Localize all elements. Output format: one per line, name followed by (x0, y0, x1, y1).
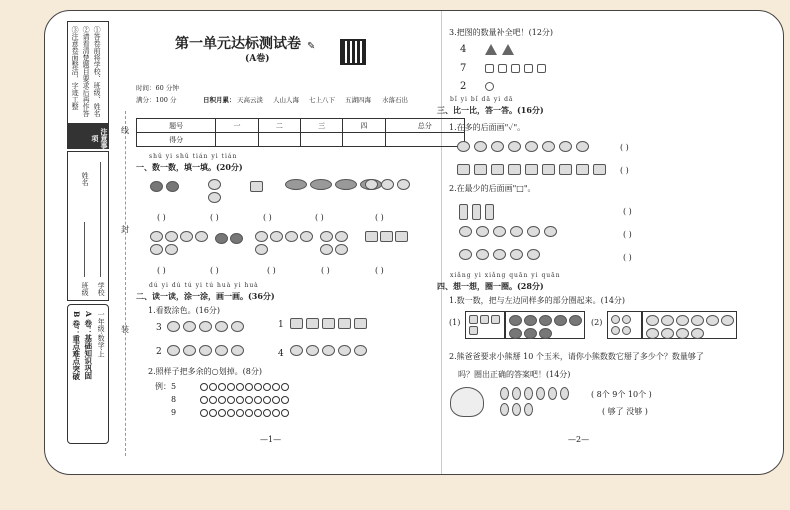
plane-icons (255, 231, 315, 255)
q2-row-example: 例：5 (155, 382, 177, 391)
score-value-row (137, 133, 465, 147)
circle-mark[interactable] (281, 396, 289, 404)
score-cell: 总分 (385, 119, 464, 133)
key-icon (250, 181, 263, 192)
idioms-label: 日积月累： (203, 96, 236, 104)
circle-mark[interactable] (209, 396, 217, 404)
circle-mark[interactable] (254, 396, 262, 404)
q1-num-3: 3 (156, 323, 162, 333)
q1-num-4: 4 (278, 349, 284, 359)
score-cell: 题号 (137, 119, 216, 133)
q3-title: 3.把图的数量补全吧！(12分) (449, 28, 554, 37)
q2-title: 2.照样子把多余的○划掉。(8分) (148, 367, 262, 376)
circle-mark[interactable] (245, 409, 253, 417)
s4-q1-a-sample-box (465, 311, 505, 339)
score-cell: 得分 (137, 133, 216, 147)
answer-blank[interactable]: ( ) (210, 266, 219, 275)
acorn-icons[interactable] (290, 345, 367, 356)
answer-blank[interactable]: ( ) (623, 207, 632, 216)
fold-mark-3: 装 (121, 325, 129, 334)
q2-row-8: 8 (171, 395, 177, 404)
name-label: 姓名 (81, 172, 90, 186)
icecream-icons (459, 204, 494, 220)
q3-num-4: 4 (460, 44, 467, 55)
cake-icons-row2 (457, 164, 606, 175)
fish-icons (646, 315, 736, 339)
page-fold (441, 11, 442, 474)
cake-icons (365, 231, 413, 242)
s4-q1-b-choice-box[interactable] (642, 311, 737, 339)
idiom-2: 人山人海 (273, 96, 299, 104)
circle-mark[interactable] (218, 396, 226, 404)
q1-num-2: 2 (156, 347, 162, 357)
qr-code-icon (340, 39, 366, 65)
circle-mark[interactable] (281, 409, 289, 417)
idiom-1: 天高云淡 (237, 96, 263, 104)
score-cell: 四 (343, 119, 385, 133)
section2-title: 二、读一读，涂一涂，画一画。(36分) (136, 291, 275, 301)
student-info-box (67, 151, 109, 301)
score-cell: 三 (300, 119, 342, 133)
s3-q2: 2.在最少的后面画"□"。 (449, 184, 536, 193)
turtle-icons[interactable] (167, 321, 244, 332)
flower-icons (150, 231, 208, 255)
a-volume-label: A 卷：基础知识巩固 (83, 311, 93, 380)
q2-row-9: 9 (171, 408, 177, 417)
circle-mark[interactable] (209, 409, 217, 417)
class-label: 班级 (81, 282, 90, 296)
square-icons[interactable] (485, 64, 546, 73)
circle-mark[interactable] (245, 396, 253, 404)
q3-num-7: 7 (460, 63, 467, 74)
page-number-1: —1— (260, 435, 282, 444)
note-2: ②请看清楚题目要求后再作答 (82, 26, 91, 117)
grade-label: 一年级·数学·上 (97, 311, 106, 358)
s3-q1: 1.在多的后面画"✓"。 (449, 123, 526, 132)
clover-icons (509, 315, 583, 339)
b-volume-label: B 卷：重点难点突破 (71, 311, 81, 380)
circle-mark[interactable] (200, 409, 208, 417)
q1-title: 1.看数涂色。(16分) (148, 306, 221, 315)
notes-label: 注意事项 (67, 123, 109, 149)
corn-icons (500, 387, 570, 416)
drum-sample-icons (611, 315, 641, 335)
circle-mark[interactable] (200, 383, 208, 391)
circle-mark[interactable] (263, 383, 271, 391)
circle-mark[interactable] (272, 409, 280, 417)
answer-blank[interactable]: ( ) (321, 266, 330, 275)
section4-pinyin: xiǎng yi xiǎng quān yi quān (450, 272, 561, 279)
class-line (84, 222, 85, 277)
answer-blank[interactable]: ( ) (315, 213, 324, 222)
full-score-info: 满分：100 分 (136, 96, 177, 104)
idiom-4: 五湖四海 (345, 96, 371, 104)
answer-blank[interactable]: ( ) (157, 213, 166, 222)
notes-box (67, 21, 109, 138)
answer-blank[interactable]: ( ) (620, 166, 629, 175)
answer-blank[interactable]: ( ) (263, 213, 272, 222)
mushroom-icons (459, 249, 540, 260)
page-subtitle: (A卷) (245, 54, 270, 64)
circle-mark[interactable] (209, 383, 217, 391)
circle-icon[interactable] (485, 82, 494, 91)
circle-mark[interactable] (281, 383, 289, 391)
section4-title: 四、想一想，圈一圈。(28分) (437, 281, 544, 291)
circle-row-9[interactable] (200, 409, 289, 417)
hat-icons[interactable] (167, 345, 244, 356)
idiom-3: 七上八下 (309, 96, 335, 104)
circle-mark[interactable] (254, 383, 262, 391)
circle-mark[interactable] (227, 383, 235, 391)
s4-q1-a-choice-box[interactable] (505, 311, 585, 339)
score-cell: 一 (216, 119, 258, 133)
score-input-cell[interactable] (258, 133, 300, 147)
score-input-cell[interactable] (216, 133, 258, 147)
school-label: 学校 (97, 282, 106, 296)
score-header-row (137, 119, 465, 133)
circle-mark[interactable] (227, 409, 235, 417)
score-input-cell[interactable] (343, 133, 385, 147)
circle-mark[interactable] (272, 383, 280, 391)
s4-q1: 1.数一数，把与左边同样多的部分圈起来。(14分) (449, 296, 626, 305)
circle-mark[interactable] (236, 383, 244, 391)
circle-mark[interactable] (263, 409, 271, 417)
s4-options-enough[interactable]: ( 够了 没够 ) (602, 407, 648, 416)
bug-icons (215, 233, 255, 244)
grade-box (67, 304, 109, 444)
bird-icons (469, 315, 503, 335)
answer-blank[interactable]: ( ) (375, 266, 384, 275)
idiom-5: 水落石出 (382, 96, 408, 104)
section3-pinyin: bǐ yi bǐ dā yi dā (450, 96, 514, 103)
triangle-icons[interactable] (485, 44, 514, 55)
page-title: 第一单元达标测试卷 (175, 36, 301, 52)
answer-blank[interactable]: ( ) (623, 230, 632, 239)
circle-mark[interactable] (218, 383, 226, 391)
score-table (136, 118, 465, 147)
answer-blank[interactable]: ( ) (210, 213, 219, 222)
school-line (100, 162, 101, 277)
circle-row-example[interactable] (200, 383, 289, 391)
circle-row-8[interactable] (200, 396, 289, 404)
section1-title: 一、数一数，填一填。(20分) (136, 162, 243, 172)
time-info: 时间：60 分钟 (136, 84, 179, 92)
s4-options-count[interactable]: ( 8个 9个 10个 ) (591, 390, 652, 399)
circle-mark[interactable] (218, 409, 226, 417)
answer-blank[interactable]: ( ) (267, 266, 276, 275)
page-number-2: —2— (568, 435, 590, 444)
s4-q2-line1: 2.熊爸爸要求小熊掰 10 个玉米，请你小熊数数它掰了多少个？数量够了 (449, 352, 704, 361)
bear-icon (450, 387, 484, 417)
circle-mark[interactable] (227, 396, 235, 404)
circle-mark[interactable] (254, 409, 262, 417)
answer-blank[interactable]: ( ) (157, 266, 166, 275)
circle-mark[interactable] (245, 383, 253, 391)
s4-q1-b-label: (2) (591, 318, 603, 327)
score-cell: 二 (258, 119, 300, 133)
circle-mark[interactable] (263, 396, 271, 404)
ball-icons (320, 231, 360, 255)
yarn-icons (459, 226, 557, 237)
butterfly-icons (150, 181, 179, 192)
test-paper-sheet (44, 10, 784, 475)
fold-mark-2: 封 (121, 225, 129, 234)
binding-line (125, 111, 126, 456)
shirt-icons[interactable] (290, 318, 367, 329)
section1-pinyin: shǔ yi shǔ tián yi tián (149, 153, 238, 160)
answer-blank[interactable]: ( ) (623, 253, 632, 262)
q1-num-1: 1 (278, 320, 284, 330)
score-input-cell[interactable] (385, 133, 464, 147)
q3-num-2: 2 (460, 81, 467, 92)
shell-icons (208, 179, 221, 203)
circle-mark[interactable] (236, 409, 244, 417)
note-3: ③注意卷面整洁，字迹工整 (71, 26, 80, 110)
s4-q2-line2: 吗？圈出正确的答案吧！(14分) (458, 370, 571, 379)
circle-mark[interactable] (272, 396, 280, 404)
s4-q1-a-label: (1) (449, 318, 461, 327)
drum-icons-row1 (457, 141, 589, 152)
fold-mark-1: 线 (121, 126, 129, 135)
section3-title: 三、比一比，答一答。(16分) (437, 105, 544, 115)
circle-mark[interactable] (200, 396, 208, 404)
answer-blank[interactable]: ( ) (375, 213, 384, 222)
section2-pinyin: dú yi dú tú yi tú huà yi huà (149, 282, 259, 289)
pencil-icon: ✎ (307, 41, 316, 52)
score-input-cell[interactable] (300, 133, 342, 147)
candy-icons (365, 179, 415, 190)
note-1: ①答卷前将学校、班级、姓名 (93, 26, 102, 117)
s4-q1-b-sample-box (607, 311, 642, 339)
answer-blank[interactable]: ( ) (620, 143, 629, 152)
circle-mark[interactable] (236, 396, 244, 404)
